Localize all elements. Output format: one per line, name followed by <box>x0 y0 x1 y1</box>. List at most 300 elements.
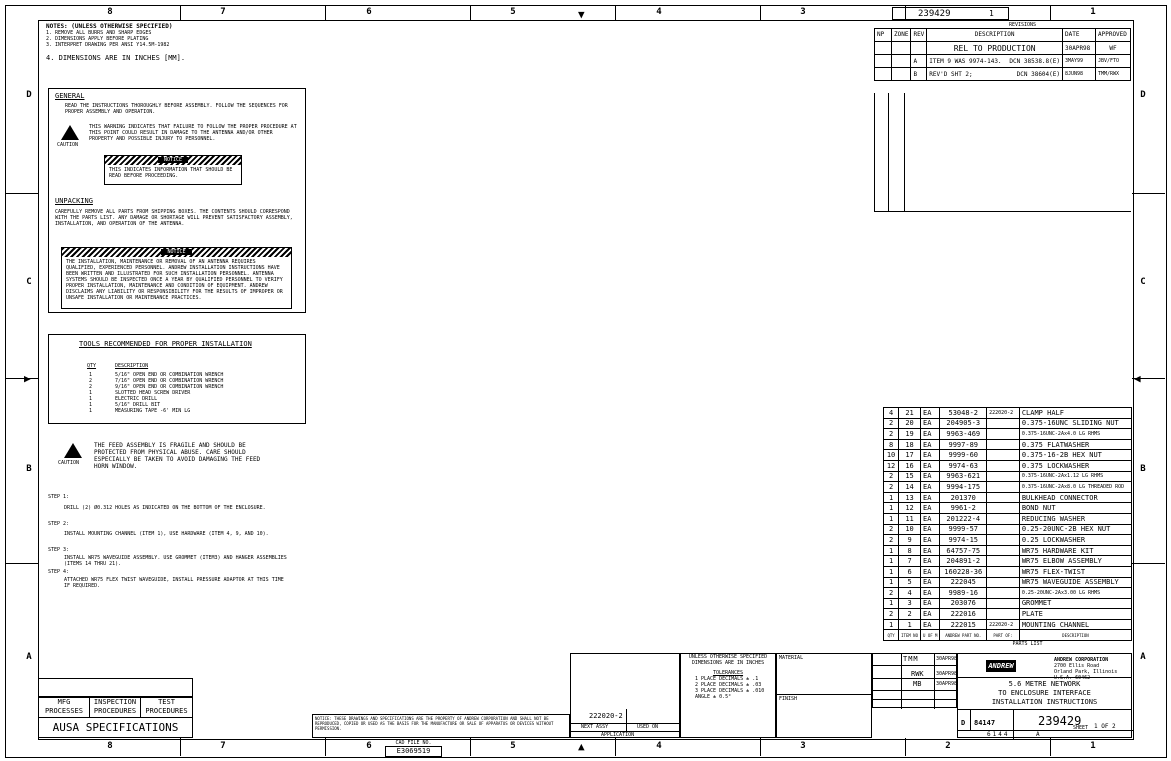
revisions-column-extension <box>874 211 1131 212</box>
rev-header: NP <box>875 29 892 42</box>
drawing-number-row <box>957 709 1132 738</box>
parts-header: QTY <box>884 630 899 641</box>
notice-banner <box>62 248 291 257</box>
rev-desc-text: ITEM 9 WAS 9974-143. <box>929 57 1002 65</box>
zone-label: 6 <box>366 7 372 17</box>
revision-row <box>875 42 1131 55</box>
tolerance-line: 1 PLACE DECIMALS ± .1 <box>695 676 759 682</box>
rev-dcn: DCN 38538.8(E) <box>1009 57 1060 65</box>
part-um: EA <box>921 450 940 461</box>
zone-label: A <box>1140 652 1146 662</box>
step-label: STEP 4: <box>48 569 70 575</box>
zone-label: 5 <box>510 741 516 751</box>
signoff-date: 30APR98 <box>936 681 958 687</box>
spec-header-row <box>38 678 193 697</box>
part-ref <box>987 577 1020 588</box>
part-desc: GROMMET <box>1019 598 1131 609</box>
size-letter: D <box>961 719 966 727</box>
part-um: EA <box>921 556 940 567</box>
spec-cell-label: MFG PROCESSES <box>45 698 83 715</box>
part-ref <box>987 429 1020 440</box>
parts-row <box>884 577 1132 588</box>
notice-banner <box>105 156 241 165</box>
spec-cell <box>89 697 141 718</box>
signoff-name: RWK <box>911 670 924 678</box>
part-item: 2 <box>899 609 921 620</box>
part-qty: 2 <box>884 535 899 546</box>
cad-file-block <box>385 740 442 757</box>
parts-header: ITEM NO <box>899 630 921 641</box>
tool-description: 5/16" OPEN END OR COMBINATION WRENCH <box>115 372 224 378</box>
part-ref <box>987 535 1020 546</box>
tools-list <box>89 372 299 414</box>
spec-cell-label: TEST PROCEDURES <box>145 698 188 715</box>
part-um: EA <box>921 524 940 535</box>
tools-heading: TOOLS RECOMMENDED FOR PROPER INSTALLATION <box>79 340 252 348</box>
part-desc: WR75 FLEX-TWIST <box>1019 566 1131 577</box>
part-pn: 204891-2 <box>940 556 987 567</box>
zone-label: 5 <box>510 7 516 17</box>
part-item: 13 <box>899 492 921 503</box>
part-ref <box>987 439 1020 450</box>
zone-label: 3 <box>800 7 806 17</box>
rev-header: ZONE <box>892 29 911 42</box>
part-um: EA <box>921 513 940 524</box>
part-um: EA <box>921 598 940 609</box>
step-label: STEP 1: <box>48 494 70 500</box>
part-ref <box>987 609 1020 620</box>
zone-label: C <box>1140 277 1146 287</box>
part-item: 4 <box>899 588 921 599</box>
part-um: EA <box>921 577 940 588</box>
company-name: ANDREW CORPORATION <box>1054 657 1109 663</box>
company-block <box>957 653 1132 681</box>
tolerances-header: UNLESS OTHERWISE SPECIFIED <box>688 654 768 660</box>
drawing-title: TO ENCLOSURE INTERFACE <box>998 689 1091 697</box>
rev-header: REV <box>911 29 927 42</box>
rev-date: 30APR98 <box>1063 42 1096 55</box>
part-desc: 0.375-16UNC-2Ax1.12 LG RHMS <box>1019 471 1131 482</box>
tolerance-line: ANGLE ± 0.5° <box>695 694 732 700</box>
revision-letter: A <box>1036 731 1040 738</box>
part-ref <box>987 460 1020 471</box>
rev-desc <box>927 68 1063 81</box>
step-label: STEP 3: <box>48 547 70 553</box>
rev-approved: TMM/RWX <box>1096 68 1131 81</box>
part-desc: 0.375-16UNC-2Ax8.0 LG THREADED ROD <box>1019 482 1131 493</box>
notice-label: NOTICE <box>158 157 188 163</box>
zone-label: 7 <box>220 7 226 17</box>
zone-label: B <box>26 464 32 474</box>
part-pn: 64757-75 <box>940 545 987 556</box>
part-item: 17 <box>899 450 921 461</box>
revisions-column-extension <box>874 93 875 211</box>
part-desc: WR75 WAVEGUIDE ASSEMBLY <box>1019 577 1131 588</box>
parts-row <box>884 556 1132 567</box>
part-desc: 0.375-16-2B HEX NUT <box>1019 450 1131 461</box>
rev-desc <box>927 55 1063 68</box>
part-qty: 2 <box>884 588 899 599</box>
drawing-title: INSTALLATION INSTRUCTIONS <box>991 698 1098 706</box>
part-item: 10 <box>899 524 921 535</box>
tolerance-line: 3 PLACE DECIMALS ± .010 <box>695 688 765 694</box>
zone-label: D <box>1140 90 1146 100</box>
tools-col-desc: DESCRIPTION <box>115 363 149 369</box>
rev-letter: A <box>911 55 927 68</box>
zone-label: 4 <box>656 7 662 17</box>
part-ref <box>987 598 1020 609</box>
zone-label: D <box>26 90 32 100</box>
part-pn: 201222-4 <box>940 513 987 524</box>
part-um: EA <box>921 482 940 493</box>
part-ref <box>987 450 1020 461</box>
part-item: 11 <box>899 513 921 524</box>
caution-label: CAUTION <box>57 142 79 148</box>
notes-line: 2. DIMENSIONS APPLY BEFORE PLATING <box>46 36 149 42</box>
top-drawing-number-box <box>892 7 1009 20</box>
tolerances-title: TOLERANCES <box>712 670 744 676</box>
part-item: 14 <box>899 482 921 493</box>
company-address: Orland Park, Illinois U.S.A. 60462 <box>1054 669 1118 681</box>
parts-header-row <box>884 630 1132 641</box>
parts-row <box>884 492 1132 503</box>
parts-header: DESCRIPTION <box>1019 630 1131 641</box>
part-um: EA <box>921 418 940 429</box>
part-ref <box>987 503 1020 514</box>
part-desc: 0.375-16UNC SLIDING NUT <box>1019 418 1131 429</box>
part-pn: 9974-63 <box>940 460 987 471</box>
part-qty: 1 <box>884 566 899 577</box>
parts-row <box>884 545 1132 556</box>
general-section <box>48 88 306 313</box>
signoff-name: TMM <box>903 655 919 663</box>
parts-row <box>884 408 1132 419</box>
revisions-column-extension <box>904 93 905 211</box>
part-ref: 222020-2 <box>987 408 1020 419</box>
finish-label: FINISH <box>779 696 798 702</box>
notes-line: 3. INTERPRET DRAWING PER ANSI Y14.5M-1982 <box>46 42 170 48</box>
tool-description: 9/16" OPEN END OR COMBINATION WRENCH <box>115 384 224 390</box>
part-pn: 9989-16 <box>940 588 987 599</box>
revisions-table <box>874 28 1131 81</box>
zone-label: B <box>1140 464 1146 474</box>
part-qty: 1 <box>884 545 899 556</box>
parts-row <box>884 418 1132 429</box>
part-ref: 222020-2 <box>987 619 1020 630</box>
part-desc: 0.375 FLATWASHER <box>1019 439 1131 450</box>
parts-row <box>884 513 1132 524</box>
notice-label: NOTICE <box>161 249 191 255</box>
part-um: EA <box>921 619 940 630</box>
part-pn: 9963-621 <box>940 471 987 482</box>
part-qty: 1 <box>884 503 899 514</box>
notice-text: THIS INDICATES INFORMATION THAT SHOULD BE READ BEFORE PROCEEDING. <box>109 167 233 179</box>
tool-description: ELECTRIC DRILL <box>115 396 158 402</box>
step-text: INSTALL MOUNTING CHANNEL (ITEM 1), USE HARDWARE (ITEM 4, 9, AND 10). <box>64 531 269 537</box>
tools-col-qty: QTY <box>87 363 97 369</box>
notice-box <box>104 155 242 185</box>
tool-description: SLOTTED HEAD SCREW DRIVER <box>115 390 191 396</box>
parts-row <box>884 524 1132 535</box>
part-ref <box>987 482 1020 493</box>
tool-qty: 1 <box>89 390 93 396</box>
spec-cell <box>140 697 193 718</box>
part-um: EA <box>921 545 940 556</box>
parts-table <box>883 407 1132 641</box>
steps-list <box>48 494 288 589</box>
zone-label: 8 <box>107 7 113 17</box>
zone-label: 7 <box>220 741 226 751</box>
part-qty: 12 <box>884 460 899 471</box>
zone-label: 1 <box>1090 7 1096 17</box>
part-um: EA <box>921 460 940 471</box>
part-pn: 204905-3 <box>940 418 987 429</box>
part-pn: 9994-175 <box>940 482 987 493</box>
tools-section <box>48 334 306 424</box>
part-um: EA <box>921 492 940 503</box>
tool-qty: 1 <box>89 372 93 378</box>
rev-date: 3MAY99 <box>1063 55 1096 68</box>
parts-header: ANDREW PART NO. <box>940 630 987 641</box>
zone-label: 6 <box>366 741 372 751</box>
part-qty: 1 <box>884 556 899 567</box>
rev-desc-text: REV'D SHT 2; <box>929 70 973 78</box>
part-desc: MOUNTING CHANNEL <box>1019 619 1131 630</box>
notice-text: THE INSTALLATION, MAINTENANCE OR REMOVAL OF AN ANTENNA REQUIRES QUALIFIED, EXPERIENCED PERSONNEL. ANDREW INSTALLATION INSTRUCTIONS HAVE BEEN WRITTEN AND ILLUSTRATED FOR SUCH INSTALLATION PERSONNEL. ANTENNA SYSTEMS SHOULD BE INSPECTED ONCE A YEAR BY QUALIFIED PERSONNEL TO VERIFY PROPER INSTALLATION, MAINTENANCE AND CONDITION OF EQUIPMENT. ANDREW DISCLAIMS ANY LIABILITY OR RESPONSIBILITY FOR THE RESULTS OF IMPROPER OR UNSAFE INSTALLATION OR MAINTENANCE PRACTICES. <box>66 259 283 301</box>
notes-block <box>46 23 306 63</box>
cad-file-label: CAD FILE NO. <box>395 740 432 746</box>
part-desc: PLATE <box>1019 609 1131 620</box>
part-um: EA <box>921 429 940 440</box>
part-item: 5 <box>899 577 921 588</box>
tool-qty: 1 <box>89 408 93 414</box>
cad-file-value: E3069519 <box>385 746 442 757</box>
part-qty: 2 <box>884 609 899 620</box>
general-heading: GENERAL <box>55 92 85 100</box>
part-pn: 222015 <box>940 619 987 630</box>
rev-date: 8JUN98 <box>1063 68 1096 81</box>
parts-header: U OF M <box>921 630 940 641</box>
parts-row <box>884 471 1132 482</box>
part-desc: BULKHEAD CONNECTOR <box>1019 492 1131 503</box>
part-um: EA <box>921 535 940 546</box>
next-assy-value: 222020-2 <box>589 712 623 720</box>
tool-qty: 2 <box>89 378 93 384</box>
part-ref <box>987 492 1020 503</box>
part-ref <box>987 524 1020 535</box>
zone-label: 3 <box>800 741 806 751</box>
part-qty: 4 <box>884 408 899 419</box>
part-um: EA <box>921 588 940 599</box>
unpacking-text: CAREFULLY REMOVE ALL PARTS FROM SHIPPING BOXES. THE CONTENTS SHOULD CORRESPOND WITH THE PARTS LIST. ANY DAMAGE OR SHORTAGE WILL PREVENT SATISFACTORY ASSEMBLY, INSTALLATION, AND OPERATION OF THE ANTENNA. <box>55 209 293 227</box>
part-qty: 1 <box>884 619 899 630</box>
application-label: APPLICATION <box>601 732 635 738</box>
part-um: EA <box>921 609 940 620</box>
rev-approved: WF <box>1096 42 1131 55</box>
part-ref <box>987 566 1020 577</box>
part-ref <box>987 545 1020 556</box>
notice-box <box>61 247 292 309</box>
tool-description: MEASURING TAPE -6' MIN LG <box>115 408 191 414</box>
zone-label: A <box>26 652 32 662</box>
part-desc: 0.25 LOCKWASHER <box>1019 535 1131 546</box>
part-ref <box>987 556 1020 567</box>
zone-label: C <box>26 277 32 287</box>
part-qty: 2 <box>884 482 899 493</box>
parts-row <box>884 566 1132 577</box>
title-block <box>957 677 1132 710</box>
part-desc: REDUCING WASHER <box>1019 513 1131 524</box>
unpacking-heading: UNPACKING <box>55 197 93 205</box>
parts-row <box>884 460 1132 471</box>
signoff-date: 30APR98 <box>936 656 958 662</box>
part-item: 1 <box>899 619 921 630</box>
notes-line-4: 4. DIMENSIONS ARE IN INCHES [MM]. <box>46 54 186 62</box>
parts-row <box>884 450 1132 461</box>
notes-title: NOTES: (UNLESS OTHERWISE SPECIFIED) <box>46 23 173 30</box>
part-pn: 9961-2 <box>940 503 987 514</box>
part-desc: 0.375-16UNC-2Ax4.0 LG RHMS <box>1019 429 1131 440</box>
notes-line: 1. REMOVE ALL BURRS AND SHARP EDGES <box>46 30 152 36</box>
signoff-block <box>872 653 957 708</box>
revision-row <box>875 68 1131 81</box>
zone-label: 8 <box>107 741 113 751</box>
part-ref <box>987 418 1020 429</box>
project-number: 6144 <box>987 731 1010 738</box>
part-qty: 1 <box>884 513 899 524</box>
part-item: 20 <box>899 418 921 429</box>
part-um: EA <box>921 408 940 419</box>
tool-description: 5/16" DRILL BIT <box>115 402 161 408</box>
part-pn: 9974-15 <box>940 535 987 546</box>
revision-row <box>875 55 1131 68</box>
part-item: 3 <box>899 598 921 609</box>
tolerances-block <box>680 653 776 738</box>
used-on-label: USED ON <box>637 724 659 730</box>
part-pn: 9963-469 <box>940 429 987 440</box>
spec-cell <box>38 697 90 718</box>
revisions-column-extension <box>888 93 889 211</box>
spec-title: AUSA SPECIFICATIONS <box>52 721 179 734</box>
part-item: 19 <box>899 429 921 440</box>
part-qty: 1 <box>884 577 899 588</box>
caution-label: CAUTION <box>58 460 80 466</box>
part-pn: 201370 <box>940 492 987 503</box>
part-item: 7 <box>899 556 921 567</box>
part-um: EA <box>921 439 940 450</box>
tool-qty: 2 <box>89 384 93 390</box>
part-ref <box>987 513 1020 524</box>
rev-letter: B <box>911 68 927 81</box>
part-pn: 203076 <box>940 598 987 609</box>
part-item: 9 <box>899 535 921 546</box>
zone-label: 2 <box>945 741 951 751</box>
step-text: DRILL (2) Ø0.312 HOLES AS INDICATED ON THE BOTTOM OF THE ENCLOSURE. <box>64 505 266 511</box>
part-pn: 9997-89 <box>940 439 987 450</box>
parts-row <box>884 609 1132 620</box>
parts-row <box>884 598 1132 609</box>
part-pn: 222045 <box>940 577 987 588</box>
fscm-number: 84147 <box>974 719 996 727</box>
step-text: INSTALL WR75 WAVEGUIDE ASSEMBLY. USE GROMMET (ITEM3) AND HANGER ASSEMBLIES (ITEMS 14 THRU 21). <box>64 555 287 567</box>
parts-row <box>884 588 1132 599</box>
step-text: ATTACHED WR75 FLEX TWIST WAVEGUIDE, INSTALL PRESSURE ADAPTOR AT THIS TIME IF REQUIRED. <box>64 577 284 589</box>
tolerance-line: 2 PLACE DECIMALS ± .03 <box>695 682 762 688</box>
proprietary-notice: NOTICE: THESE DRAWINGS AND SPECIFICATIONS ARE THE PROPERTY OF ANDREW CORPORATION AND SHALL NOT BE REPRODUCED, COPIED OR USED AS THE BASIS FOR THE MANUFACTURE OR SALE OF APPARATUS OR DEVICES WITHOUT PERMISSION. <box>312 714 570 738</box>
andrew-logo <box>986 660 1016 672</box>
part-pn: 9999-57 <box>940 524 987 535</box>
feed-caution-text: THE FEED ASSEMBLY IS FRAGILE AND SHOULD BE PROTECTED FROM PHYSICAL ABUSE. CARE SHOULD ESPECIALLY BE TAKEN TO AVOID DAMAGING THE FEED HORN WINDOW. <box>94 442 261 470</box>
rev-desc-text: REL TO PRODUCTION <box>953 43 1036 53</box>
part-ref <box>987 588 1020 599</box>
spec-title-box <box>38 717 193 738</box>
top-sheet-number: 1 <box>989 9 994 18</box>
caution-text: THIS WARNING INDICATES THAT FAILURE TO FOLLOW THE PROPER PROCEDURE AT THIS POINT COULD RESULT IN DAMAGE TO THE ANTENNA AND/OR OTHER PROPERTY AND POSSIBLE INJURY TO PERSONNEL. <box>89 124 297 142</box>
part-qty: 2 <box>884 429 899 440</box>
part-desc: BOND NUT <box>1019 503 1131 514</box>
parts-row <box>884 619 1132 630</box>
tool-qty: 1 <box>89 402 93 408</box>
signoff-date: 30APR98 <box>936 671 958 677</box>
part-qty: 1 <box>884 598 899 609</box>
part-qty: 10 <box>884 450 899 461</box>
logo-text: ANDREW <box>988 662 1014 670</box>
part-qty: 8 <box>884 439 899 450</box>
part-item: 21 <box>899 408 921 419</box>
application-block <box>570 653 680 738</box>
part-desc: CLAMP HALF <box>1019 408 1131 419</box>
revisions-header-row <box>875 29 1131 42</box>
tolerances-header: DIMENSIONS ARE IN INCHES <box>691 660 765 666</box>
step-label: STEP 2: <box>48 521 70 527</box>
tool-description: 7/16" OPEN END OR COMBINATION WRENCH <box>115 378 224 384</box>
rev-letter <box>911 42 927 55</box>
next-assy-label: NEXT ASSY <box>581 724 609 730</box>
tool-qty: 1 <box>89 396 93 402</box>
parts-row <box>884 482 1132 493</box>
part-desc: WR75 HARDWARE KIT <box>1019 545 1131 556</box>
part-pn: 222016 <box>940 609 987 620</box>
rev-approved: JBV/FTO <box>1096 55 1131 68</box>
company-address: 2700 Ellis Road <box>1054 663 1100 669</box>
rev-dcn: DCN 38604(E) <box>1016 70 1060 78</box>
signoff-name: MB <box>913 680 922 688</box>
zone-label: 4 <box>656 741 662 751</box>
part-pn: 160228-36 <box>940 566 987 577</box>
part-item: 15 <box>899 471 921 482</box>
parts-list-caption: PARTS LIST <box>1012 641 1043 648</box>
parts-row <box>884 429 1132 440</box>
part-qty: 2 <box>884 418 899 429</box>
parts-list <box>883 407 1132 647</box>
part-desc: 0.25-20UNC-2Ax3.00 LG RHMS <box>1019 588 1131 599</box>
part-item: 12 <box>899 503 921 514</box>
part-desc: 0.25-20UNC-2B HEX NUT <box>1019 524 1131 535</box>
part-item: 8 <box>899 545 921 556</box>
part-desc: 0.375 LOCKWASHER <box>1019 460 1131 471</box>
part-qty: 1 <box>884 492 899 503</box>
spec-cell-label: INSPECTION PROCEDURES <box>93 698 137 715</box>
sheet-label: SHEET <box>1073 725 1089 731</box>
rev-header: DATE <box>1063 29 1096 42</box>
part-um: EA <box>921 566 940 577</box>
parts-row <box>884 535 1132 546</box>
part-item: 6 <box>899 566 921 577</box>
parts-header: PART OF: <box>987 630 1020 641</box>
rev-desc <box>927 42 1063 55</box>
rev-header: APPROVED <box>1096 29 1131 42</box>
revisions-title: REVISIONS <box>1008 22 1037 28</box>
